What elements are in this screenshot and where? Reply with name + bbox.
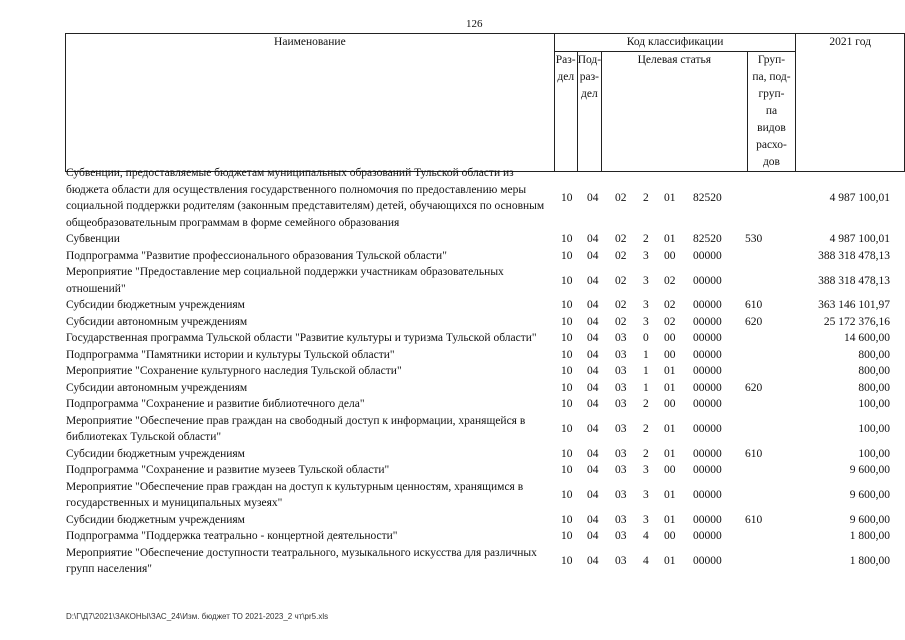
- row-r: 10: [561, 513, 573, 526]
- row-amount: 25 172 376,16: [823, 315, 890, 328]
- row-t4: 00000: [693, 513, 722, 526]
- row-r: 10: [561, 249, 573, 262]
- row-amount: 800,00: [858, 365, 890, 378]
- row-r: 10: [561, 348, 573, 361]
- row-t2: 3: [643, 274, 649, 287]
- row-name: Мероприятие "Обеспечение прав граждан на доступ к культурным ценностям, хранящимся в государственных и муниципальных музеях": [66, 480, 524, 509]
- row-name: Субсидии бюджетным учреждениям: [66, 513, 245, 526]
- file-path-footer: D:\Г\Д7\2021\ЗАКОНЫ\ЗАС_24\Изм. бюджет ТО 2021-2023_2 чт\pr5.xls: [66, 612, 329, 621]
- table-row: [66, 380, 892, 397]
- row-vr: 610: [745, 513, 763, 526]
- row-t3: 01: [664, 381, 676, 394]
- table-row: [66, 446, 892, 463]
- table-row: [66, 462, 892, 479]
- row-name: Мероприятие "Предоставление мер социальной поддержки участникам образовательных отношений": [66, 266, 504, 295]
- row-t1: 03: [615, 464, 627, 477]
- row-vr: 620: [745, 381, 763, 394]
- row-t3: 02: [664, 299, 676, 312]
- row-t3: 01: [664, 513, 676, 526]
- row-t4: 00000: [693, 447, 722, 460]
- row-amount: 800,00: [858, 348, 890, 361]
- row-amount: 388 318 478,13: [818, 249, 890, 262]
- row-r: 10: [561, 381, 573, 394]
- row-t3: 00: [664, 464, 676, 477]
- header-subsection: Под- раз- дел: [577, 52, 601, 172]
- row-t4: 00000: [693, 423, 722, 435]
- row-t4: 00000: [693, 249, 722, 262]
- row-name: Субсидии бюджетным учреждениям: [66, 299, 245, 311]
- row-pr: 04: [587, 489, 599, 501]
- row-name: Мероприятие "Обеспечение прав граждан на свободный доступ к информации, хранящейся в библиотеках Тульской области": [66, 414, 526, 443]
- table-row: [66, 363, 892, 380]
- row-t3: 02: [664, 315, 676, 328]
- row-name: Субсидии автономным учреждениям: [66, 381, 248, 394]
- table-row: [66, 165, 892, 231]
- row-amount: 363 146 101,97: [818, 299, 890, 312]
- row-pr: 04: [587, 192, 599, 204]
- table-row: [66, 413, 892, 446]
- row-pr: 04: [587, 299, 599, 312]
- table-row: [66, 297, 892, 314]
- row-name: Государственная программа Тульской области "Развитие культуры и туризма Тульской области": [66, 332, 537, 344]
- row-t3: 00: [664, 249, 676, 262]
- row-t1: 02: [615, 315, 627, 328]
- row-vr: 620: [745, 315, 763, 328]
- row-t3: 01: [664, 447, 676, 460]
- row-vr: 610: [745, 299, 763, 312]
- row-amount: 100,00: [858, 447, 890, 460]
- row-t3: 01: [664, 489, 676, 501]
- row-t4: 00000: [693, 299, 722, 312]
- table-row: [66, 528, 892, 545]
- row-t1: 03: [615, 555, 627, 567]
- row-t2: 3: [643, 299, 649, 312]
- row-r: 10: [561, 315, 573, 328]
- row-t4: 00000: [693, 348, 722, 361]
- header-section: Раз- дел: [554, 52, 577, 172]
- row-t2: 4: [643, 555, 649, 567]
- row-r: 10: [561, 489, 573, 501]
- row-amount: 1 800,00: [849, 555, 890, 567]
- page-number: 126: [466, 18, 483, 30]
- table-row: [66, 347, 892, 364]
- row-pr: 04: [587, 315, 599, 328]
- row-r: 10: [561, 530, 573, 543]
- row-name: Подпрограмма "Развитие профессионального образования Тульской области": [66, 249, 447, 262]
- header-expense-group: Груп- па, под- груп- па видов расхо- дов: [747, 52, 796, 172]
- row-t2: 3: [643, 249, 649, 262]
- row-t3: 00: [664, 530, 676, 543]
- row-t3: 00: [664, 398, 676, 411]
- row-t4: 00000: [693, 398, 722, 411]
- header-year: 2021 год: [796, 34, 905, 172]
- row-amount: 9 600,00: [849, 489, 890, 501]
- row-pr: 04: [587, 233, 599, 246]
- row-r: 10: [561, 447, 573, 460]
- row-name: Субвенции, предоставляемые бюджетам муниципальных образований Тульской области из бюджета области для осуществления государственного полномочия по предоставлению меры социальной поддержки родителям (законным представителям) детей, обучающихся по основным общеобразовательным программам в форме семейного образования: [66, 167, 545, 229]
- row-t2: 2: [643, 423, 649, 435]
- row-t2: 2: [643, 398, 649, 411]
- table-row: [66, 479, 892, 512]
- table-row: [66, 314, 892, 331]
- table-row: [66, 231, 892, 248]
- row-r: 10: [561, 192, 573, 204]
- row-t2: 1: [643, 348, 649, 361]
- row-pr: 04: [587, 464, 599, 477]
- row-pr: 04: [587, 398, 599, 411]
- row-amount: 4 987 100,01: [829, 233, 890, 246]
- row-t2: 2: [643, 192, 649, 204]
- row-pr: 04: [587, 348, 599, 361]
- row-t1: 03: [615, 447, 627, 460]
- row-t4: 00000: [693, 555, 722, 567]
- row-t2: 1: [643, 365, 649, 378]
- table-row: [66, 248, 892, 265]
- row-t2: 3: [643, 315, 649, 328]
- row-t1: 03: [615, 365, 627, 378]
- row-pr: 04: [587, 249, 599, 262]
- row-t3: 01: [664, 555, 676, 567]
- row-pr: 04: [587, 555, 599, 567]
- table-row: [66, 545, 892, 578]
- row-name: Подпрограмма "Памятники истории и культуры Тульской области": [66, 348, 395, 361]
- table-row: [66, 512, 892, 529]
- table-row: [66, 330, 892, 347]
- row-t1: 03: [615, 381, 627, 394]
- row-amount: 14 600,00: [844, 332, 890, 345]
- row-amount: 100,00: [858, 398, 890, 411]
- table-row: [66, 264, 892, 297]
- row-name: Субвенции: [66, 233, 120, 245]
- row-amount: 100,00: [858, 423, 890, 435]
- row-t4: 00000: [693, 332, 722, 345]
- row-name: Мероприятие "Обеспечение доступности театрального, музыкального искусства для различных групп населения": [66, 546, 537, 575]
- row-amount: 1 800,00: [849, 530, 890, 543]
- row-amount: 4 987 100,01: [829, 192, 890, 204]
- row-name: Подпрограмма "Сохранение и развитие библиотечного дела": [66, 398, 365, 410]
- row-name: Мероприятие "Сохранение культурного наследия Тульской области": [66, 365, 402, 377]
- row-pr: 04: [587, 332, 599, 345]
- row-t1: 03: [615, 332, 627, 345]
- row-t3: 01: [664, 423, 676, 435]
- row-t2: 3: [643, 513, 649, 526]
- row-t3: 02: [664, 274, 676, 287]
- row-t1: 02: [615, 233, 627, 246]
- row-t3: 01: [664, 192, 676, 204]
- row-t4: 00000: [693, 365, 722, 378]
- row-t1: 03: [615, 489, 627, 501]
- row-vr: 610: [745, 447, 763, 460]
- row-name: Подпрограмма "Сохранение и развитие музеев Тульской области": [66, 464, 390, 476]
- row-t1: 02: [615, 249, 627, 262]
- row-t1: 03: [615, 348, 627, 361]
- row-pr: 04: [587, 513, 599, 526]
- row-r: 10: [561, 274, 573, 287]
- row-t2: 1: [643, 381, 649, 394]
- row-pr: 04: [587, 274, 599, 287]
- row-r: 10: [561, 332, 573, 345]
- row-amount: 388 318 478,13: [818, 274, 890, 287]
- row-t4: 82520: [693, 233, 722, 246]
- table-header: [65, 33, 905, 172]
- row-t4: 82520: [693, 192, 722, 204]
- row-r: 10: [561, 299, 573, 312]
- row-r: 10: [561, 423, 573, 435]
- row-t4: 00000: [693, 381, 722, 394]
- row-name: Подпрограмма "Поддержка театрально - концертной деятельности": [66, 530, 398, 542]
- row-name: Субсидии автономным учреждениям: [66, 315, 248, 328]
- row-r: 10: [561, 365, 573, 378]
- row-pr: 04: [587, 381, 599, 394]
- row-t2: 3: [643, 464, 649, 477]
- row-t4: 00000: [693, 274, 722, 287]
- header-name: Наименование: [66, 34, 555, 172]
- row-t4: 00000: [693, 530, 722, 543]
- row-t1: 02: [615, 299, 627, 312]
- row-t2: 3: [643, 489, 649, 501]
- header-classification: Код классификации: [554, 34, 796, 52]
- budget-rows: [66, 165, 892, 578]
- row-r: 10: [561, 398, 573, 411]
- row-r: 10: [561, 464, 573, 477]
- row-t2: 0: [643, 332, 649, 345]
- row-t1: 03: [615, 530, 627, 543]
- row-pr: 04: [587, 365, 599, 378]
- row-t4: 00000: [693, 464, 722, 477]
- row-pr: 04: [587, 530, 599, 543]
- row-t3: 00: [664, 348, 676, 361]
- row-amount: 9 600,00: [849, 464, 890, 477]
- row-r: 10: [561, 233, 573, 246]
- header-target-article: Целевая статья: [602, 52, 747, 172]
- row-t2: 4: [643, 530, 649, 543]
- row-t1: 03: [615, 513, 627, 526]
- row-t1: 02: [615, 274, 627, 287]
- row-pr: 04: [587, 447, 599, 460]
- row-t3: 01: [664, 233, 676, 246]
- row-t1: 02: [615, 192, 627, 204]
- table-row: [66, 396, 892, 413]
- row-amount: 800,00: [858, 381, 890, 394]
- row-pr: 04: [587, 423, 599, 435]
- row-t4: 00000: [693, 315, 722, 328]
- row-t1: 03: [615, 423, 627, 435]
- row-t3: 00: [664, 332, 676, 345]
- row-amount: 9 600,00: [849, 513, 890, 526]
- row-t2: 2: [643, 233, 649, 246]
- row-t3: 01: [664, 365, 676, 378]
- row-r: 10: [561, 555, 573, 567]
- row-vr: 530: [745, 233, 763, 246]
- row-t4: 00000: [693, 489, 722, 501]
- row-t1: 03: [615, 398, 627, 411]
- row-t2: 2: [643, 447, 649, 460]
- row-name: Субсидии бюджетным учреждениям: [66, 447, 245, 460]
